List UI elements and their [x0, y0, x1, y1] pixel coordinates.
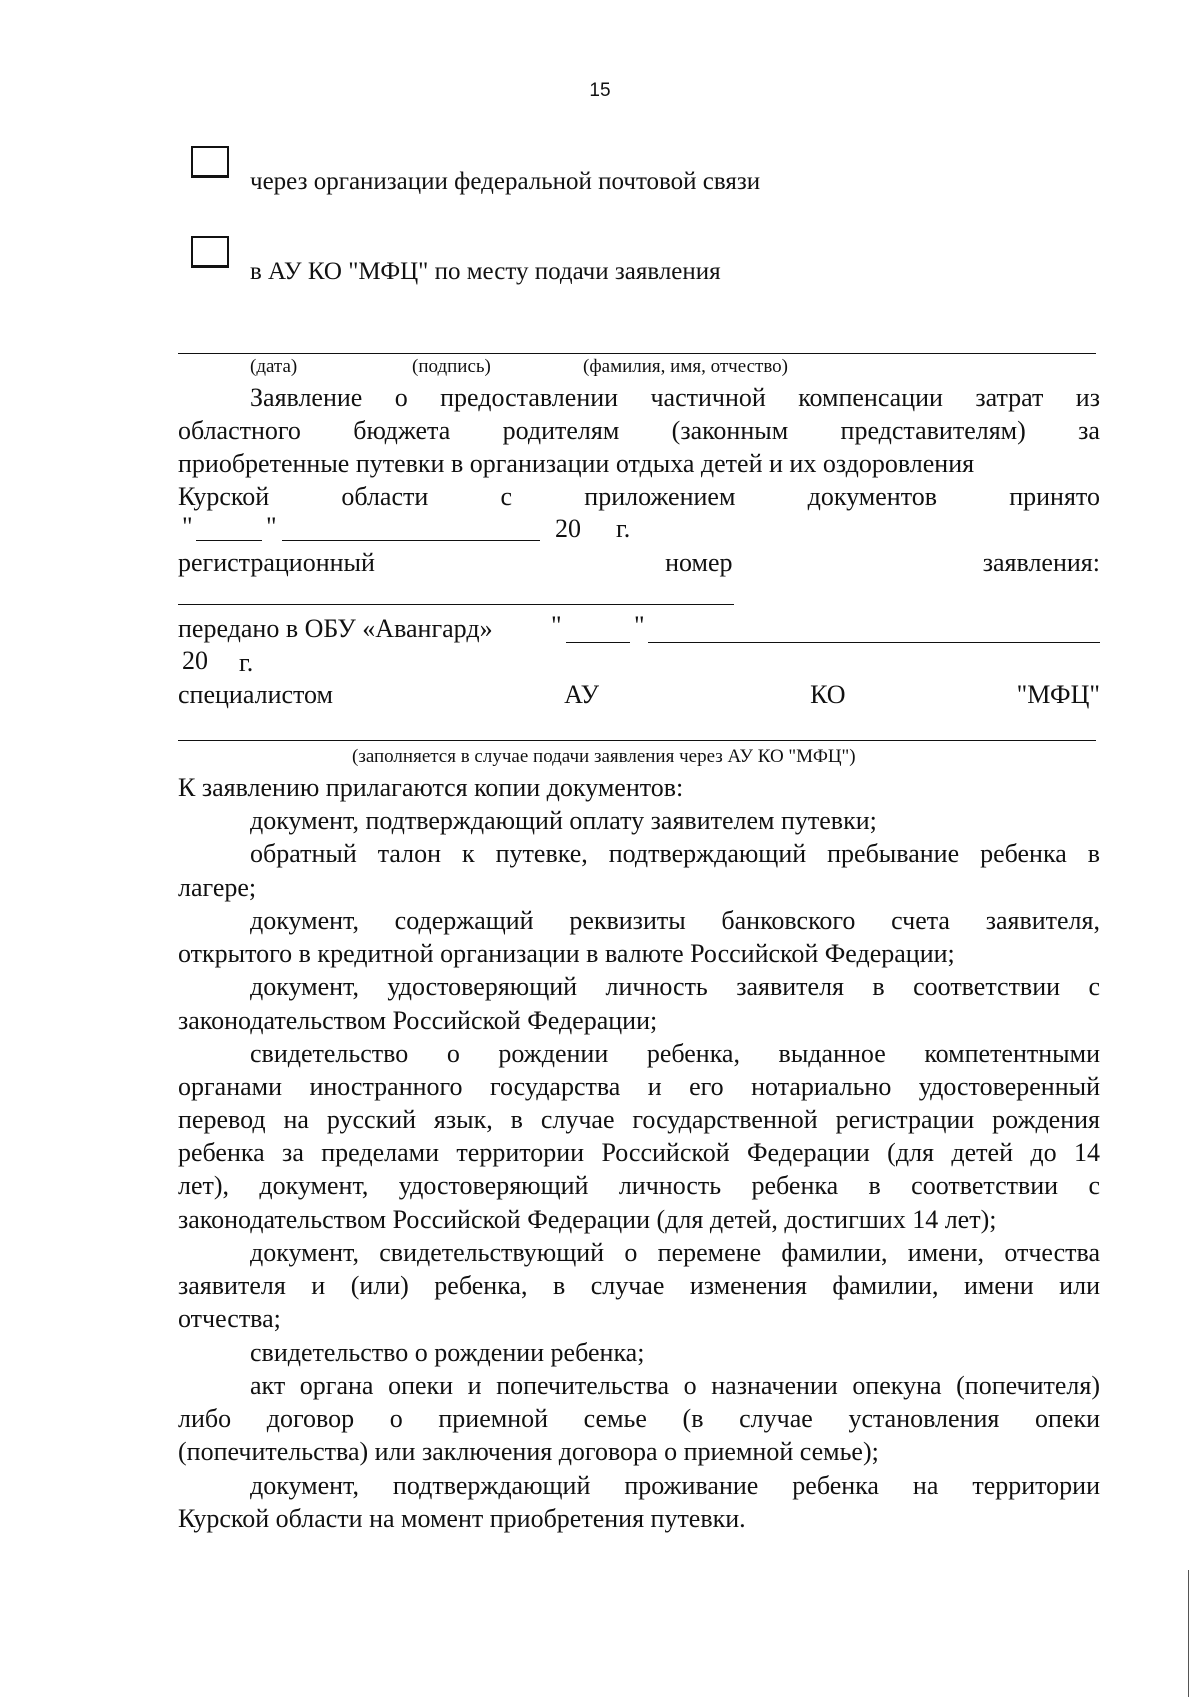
- option-mfc-label: в АУ КО "МФЦ" по месту подачи заявления: [250, 258, 721, 285]
- attachment-line: заявителя и (или) ребенка, в случае изменения фамилии, имени или: [178, 1271, 1100, 1300]
- word: специалистом: [178, 680, 333, 709]
- transfer-year-prefix: 20: [182, 646, 208, 675]
- word: предоставлении: [440, 383, 619, 412]
- word: родителям: [502, 416, 620, 445]
- transfer-text: передано в ОБУ «Авангард»: [178, 614, 493, 643]
- transfer-quote-close: ": [634, 611, 645, 640]
- word: компенсации: [798, 383, 943, 412]
- attachment-line: документ, подтверждающий оплату заявителем путевки;: [250, 806, 877, 835]
- word: Заявление: [250, 383, 363, 412]
- word: областного: [178, 416, 301, 445]
- attachment-line: обратный талон к путевке, подтверждающий пребывание ребенка в: [250, 839, 1100, 868]
- word: затрат: [975, 383, 1044, 412]
- accepted-month-field[interactable]: [282, 540, 540, 541]
- transfer-month-field[interactable]: [648, 642, 1100, 643]
- word: о: [394, 383, 408, 412]
- attachment-line: лет), документ, удостоверяющий личность ребенка в соответствии с: [178, 1171, 1100, 1200]
- word: регистрационный: [178, 548, 375, 577]
- word: принято: [1009, 482, 1100, 511]
- option-postal-label: через организации федеральной почтовой связи: [250, 168, 761, 195]
- word: бюджета: [353, 416, 451, 445]
- accepted-day-field[interactable]: [196, 540, 262, 541]
- transfer-year-suffix: г.: [239, 648, 254, 677]
- attachment-line: документ, свидетельствующий о перемене фамилии, имени, отчества: [250, 1238, 1100, 1267]
- scan-edge: [1188, 1570, 1189, 1697]
- accepted-year-prefix: 20: [555, 514, 581, 543]
- page-number: 15: [589, 80, 611, 101]
- attachment-line: законодательством Российской Федерации (для детей, достигших 14 лет);: [178, 1205, 997, 1234]
- word: документов: [807, 482, 937, 511]
- word: КО: [810, 680, 846, 709]
- checkbox-mfc[interactable]: [191, 236, 229, 268]
- acceptance-line-1: [250, 383, 1100, 413]
- signature-line: [178, 353, 1096, 354]
- word: номер: [665, 548, 733, 577]
- attachment-line: открытого в кредитной организации в валюте Российской Федерации;: [178, 939, 955, 968]
- attachment-line: либо договор о приемной семье (в случае установления опеки: [178, 1404, 1100, 1433]
- attachment-line: акт органа опеки и попечительства о назначении опекуна (попечителя): [250, 1371, 1100, 1400]
- attachment-line: перевод на русский язык, в случае государственной регистрации рождения: [178, 1105, 1100, 1134]
- accepted-year-suffix: г.: [616, 514, 631, 543]
- word: АУ: [564, 680, 599, 709]
- registration-number-field[interactable]: [178, 604, 734, 605]
- word: (законным: [671, 416, 789, 445]
- attachments-heading: К заявлению прилагаются копии документов:: [178, 773, 684, 802]
- attachment-line: лагере;: [178, 873, 257, 902]
- specialist-line: [178, 680, 1100, 710]
- checkbox-postal[interactable]: [191, 146, 229, 178]
- word: с: [500, 482, 513, 511]
- attachment-line: органами иностранного государства и его нотариально удостоверенный: [178, 1072, 1100, 1101]
- word: представителям): [840, 416, 1026, 445]
- attachment-line: свидетельство о рождении ребенка, выданное компетентными: [250, 1039, 1100, 1068]
- word: частичной: [650, 383, 766, 412]
- caption-signature: (подпись): [412, 356, 491, 377]
- transfer-quote-open: ": [551, 611, 562, 640]
- attachment-line: ребенка за пределами территории Российской Федерации (для детей до 14: [178, 1138, 1100, 1167]
- word: приложением: [584, 482, 736, 511]
- attachment-line: документ, подтверждающий проживание ребенка на территории: [250, 1471, 1100, 1500]
- acceptance-line-3: приобретенные путевки в организации отдыха детей и их оздоровления: [178, 449, 975, 478]
- attachment-line: законодательством Российской Федерации;: [178, 1006, 658, 1035]
- attachment-line: отчества;: [178, 1304, 281, 1333]
- word: за: [1078, 416, 1100, 445]
- caption-date: (дата): [250, 356, 298, 377]
- transfer-day-field[interactable]: [566, 642, 630, 643]
- word: заявления:: [982, 548, 1100, 577]
- word: "МФЦ": [1016, 680, 1100, 709]
- word: области: [341, 482, 429, 511]
- attachment-line: Курской области на момент приобретения путевки.: [178, 1504, 746, 1533]
- registration-line: [178, 548, 1100, 578]
- attachment-line: (попечительства) или заключения договора о приемной семье);: [178, 1437, 879, 1466]
- attachment-line: свидетельство о рождении ребенка;: [250, 1338, 645, 1367]
- specialist-note: (заполняется в случае подачи заявления через АУ КО "МФЦ"): [352, 746, 856, 767]
- caption-fullname: (фамилия, имя, отчество): [583, 356, 789, 377]
- attachment-line: документ, удостоверяющий личность заявителя в соответствии с: [250, 972, 1100, 1001]
- acceptance-line-4: [178, 482, 1100, 512]
- word: Курской: [178, 482, 270, 511]
- accepted-date-quote-open: ": [182, 512, 193, 541]
- word: из: [1075, 383, 1100, 412]
- acceptance-line-2: [178, 416, 1100, 446]
- attachment-line: документ, содержащий реквизиты банковского счета заявителя,: [250, 906, 1100, 935]
- accepted-date-quote-close: ": [266, 512, 277, 541]
- specialist-signature-field[interactable]: [178, 740, 1096, 741]
